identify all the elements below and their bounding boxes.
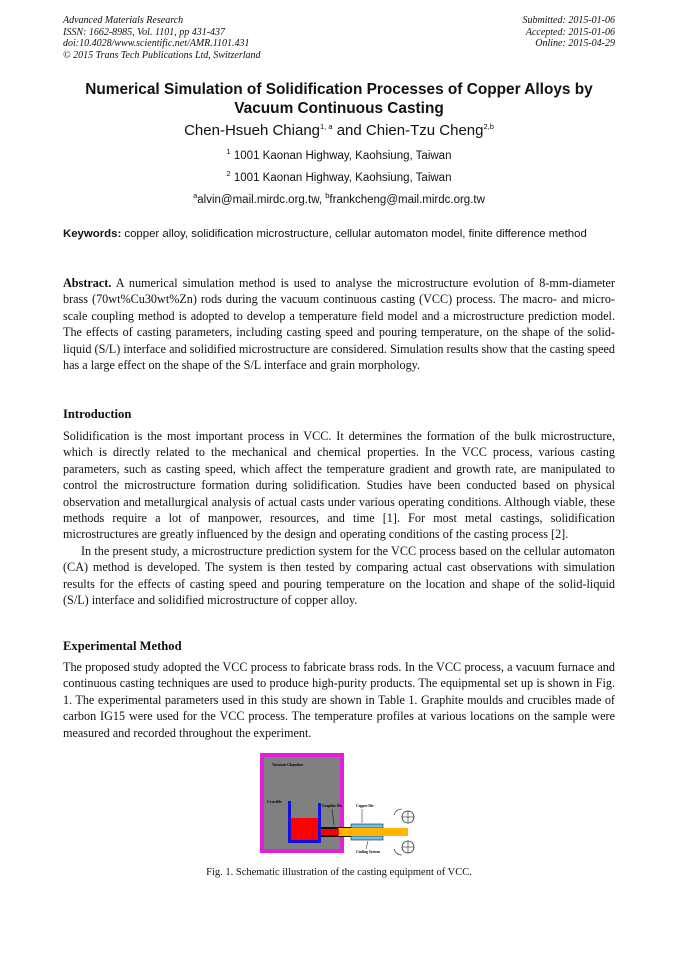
melt-channel: [321, 829, 339, 835]
submitted-date: Submitted: 2015-01-06: [522, 15, 615, 26]
cooling-top: [351, 824, 383, 828]
email-a[interactable]: alvin@mail.mirdc.org.tw,: [197, 194, 326, 206]
author-joiner: and: [332, 122, 366, 139]
crucible-label: Crucible: [267, 799, 282, 804]
affiliation-1-sup: 1: [226, 147, 231, 157]
crucible-right-wall: [318, 803, 321, 843]
experimental-body: [63, 659, 615, 741]
affiliation-2-text: 1001 Kaonan Highway, Kaohsiung, Taiwan: [230, 172, 452, 184]
author-2-sup: 2,b: [483, 122, 494, 131]
experimental-heading: Experimental Method: [63, 639, 182, 653]
paper-title: [63, 80, 615, 118]
affiliation-1-text: 1001 Kaonan Highway, Kaohsiung, Taiwan: [230, 150, 452, 162]
abstract: [63, 275, 615, 373]
molten-metal: [291, 818, 318, 840]
title-line-2: Vacuum Continuous Casting: [234, 100, 444, 117]
submission-dates: [523, 15, 616, 50]
author-1: Chen-Hsueh Chiang: [184, 122, 321, 139]
affiliation-2: [63, 171, 615, 185]
vcc-schematic-svg: [258, 751, 420, 861]
affiliation-1: [63, 149, 615, 163]
figure-vcc-schematic: [258, 751, 420, 861]
chamber-label: Vacuum Chamber: [272, 762, 304, 767]
keywords: [63, 227, 615, 242]
roller-bottom-icon: [402, 841, 414, 853]
abstract-label: Abstract.: [63, 276, 112, 290]
journal-name: Advanced Materials Research: [63, 15, 184, 26]
experimental-para-1: The proposed study adopted the VCC process to fabricate brass rods. In the VCC process, a vacuum furnace and continuous casting techniques are used to produce high-purity products. The equipmental set up is shown in Fig. 1. The experimental parameters used in this study are shown in Table 1. Graphite moulds and crucibles made of carbon IG15 were used for the VCC process. The temperature profiles at various locations on the sample were measured and recorded throughout the experiment.: [63, 660, 615, 740]
introduction-body: [63, 428, 615, 608]
email-b[interactable]: frankcheng@mail.mirdc.org.tw: [329, 194, 485, 206]
roller-top-icon: [402, 811, 414, 823]
crucible-left-wall: [288, 801, 291, 843]
cast-rod: [338, 828, 408, 836]
copper-die-label: Copper Die: [356, 804, 374, 808]
graphite-die-label: Graphite Die: [322, 804, 343, 808]
journal-issn: ISSN: 1662-8985, Vol. 1101, pp 431-437: [63, 26, 226, 38]
email-a-sup: a: [193, 191, 198, 201]
author-1-sup: 1, a: [320, 122, 333, 131]
journal-copyright: © 2015 Trans Tech Publications Ltd, Switzerland: [63, 49, 261, 61]
figure-1-caption: Fig. 1. Schematic illustration of the casting equipment of VCC.: [206, 867, 472, 878]
online-date: Online: 2015-04-29: [535, 38, 615, 49]
journal-info: [63, 15, 261, 61]
introduction-para-1: Solidification is the most important process in VCC. It determines the formation of the bulk microstructure, which is directly related to the mechanical and chemical properties. In the VCC process, various casting parameters, such as casting speed, which affect the temperature gradient and growth rate, are manipulated to control the microstructure formation during solidification. Studies have been conducted based on physical observation and metallurgical analysis of actual casts under various operating conditions. Although viable, these methods require a lot of manpower, resources, and time [1]. For most metal castings, solidification microstructures are greatly influenced by the design and operating conditions of the casting process [2].: [63, 429, 615, 542]
email-b-sup: b: [325, 191, 330, 201]
author-emails: [63, 193, 615, 207]
cooling-label: Cooling System: [356, 850, 380, 854]
title-line-1: Numerical Simulation of Solidification Processes of Copper Alloys by: [85, 81, 593, 98]
introduction-heading: Introduction: [63, 407, 132, 421]
affiliation-2-sup: 2: [226, 169, 231, 179]
introduction-para-2: In the present study, a microstructure prediction system for the VCC process based on the cellular automaton (CA) method is developed. The system is then tested by comparing actual cast observations with simulation results for the effects of casting speed and pouring temperature on the location and shape of the solid-liquid (S/L) interface and solidified microstructure of copper alloy.: [63, 543, 615, 608]
cooling-bottom: [351, 836, 383, 840]
keywords-text: copper alloy, solidification microstructure, cellular automaton model, finite difference method: [121, 228, 587, 240]
rotation-arrow-bottom-icon: [394, 849, 402, 855]
rotation-arrow-top-icon: [394, 809, 402, 815]
journal-doi: doi:10.4028/www.scientific.net/AMR.1101.431: [63, 38, 250, 49]
keywords-label: Keywords:: [63, 228, 122, 240]
crucible-bottom: [288, 840, 320, 843]
author-list: [63, 121, 615, 141]
accepted-date: Accepted: 2015-01-06: [525, 26, 615, 38]
abstract-text: A numerical simulation method is used to analyse the microstructure evolution of 8-mm-diameter brass (70wt%Cu30wt%Zn) rods during the vacuum continuous casting (VCC) process. The macro- and micro-scale coupling method is adopted to develop a temperature field model and a microstructure prediction model. The effects of casting parameters, including casting speed and pouring temperature, on the shape of the solid-liquid (S/L) interface and solidified microstructure are considered. Simulation results show that the casting speed has a large effect on the shape of the S/L interface and grain morphology.: [63, 276, 615, 373]
author-2: Chien-Tzu Cheng: [365, 122, 484, 139]
